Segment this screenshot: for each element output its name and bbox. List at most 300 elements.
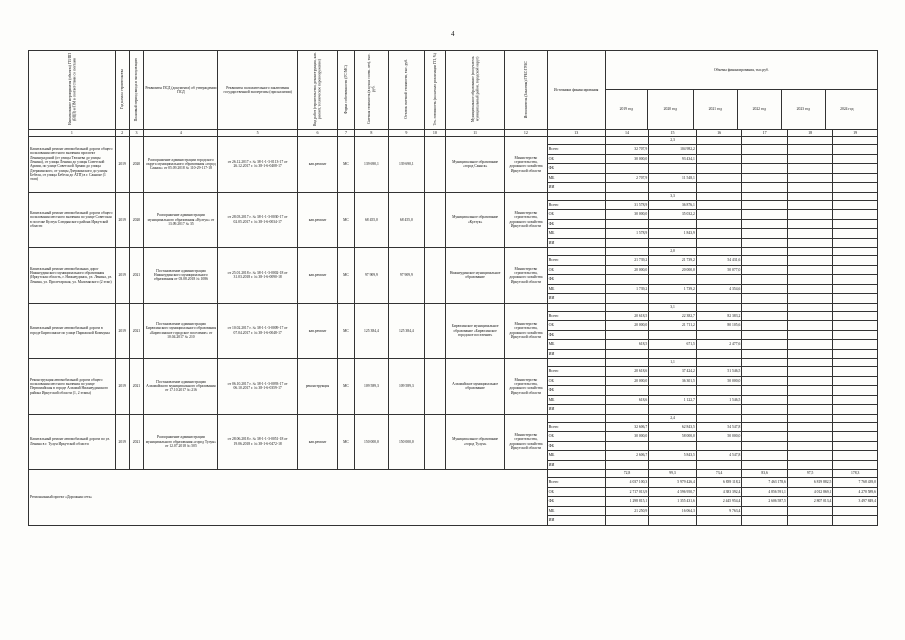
financing-value bbox=[787, 200, 833, 210]
year-end: 2020 bbox=[129, 137, 144, 193]
financing-value bbox=[696, 275, 742, 285]
financing-value bbox=[833, 349, 878, 359]
column-number: 8 bbox=[354, 130, 388, 137]
project-name: Реконструкция автомобильной дороги общего пользования местного значения по улице Первомайская в городе Алзамай Нижнеудинского района Иркутской области (1, 2 этапы) bbox=[29, 359, 116, 415]
column-number: 7 bbox=[338, 130, 355, 137]
pct-empty bbox=[605, 192, 648, 200]
year-start: 2019 bbox=[115, 303, 129, 359]
financing-value bbox=[833, 432, 878, 442]
source-label: МБ bbox=[547, 284, 605, 294]
source-label: ФБ bbox=[547, 219, 605, 229]
financing-value bbox=[833, 422, 878, 432]
pct-empty bbox=[605, 248, 648, 256]
pct-empty bbox=[696, 192, 742, 200]
financing-value bbox=[649, 275, 697, 285]
source-spacer bbox=[547, 359, 605, 367]
regional-financing-value: 1 355 431,6 bbox=[649, 497, 697, 507]
financing-value bbox=[787, 405, 833, 415]
financing-value bbox=[833, 173, 878, 183]
source-label: ИИ bbox=[547, 238, 605, 248]
financing-value bbox=[787, 376, 833, 386]
financing-value: 20 000,0 bbox=[605, 376, 648, 386]
financing-value bbox=[833, 460, 878, 470]
source-label: МБ bbox=[547, 229, 605, 239]
regional-financing-value: 1 298 815,1 bbox=[605, 497, 648, 507]
expertise-details: от 28.06.2018 г. № 38-1-1-3-0051-18 от 19.06.2018 г. № 38-1-6-0472-18 bbox=[218, 414, 297, 470]
regional-financing-value: 21 250,9 bbox=[605, 506, 648, 516]
financing-value bbox=[742, 154, 788, 164]
financing-value bbox=[649, 386, 697, 396]
source-label: МБ bbox=[547, 506, 605, 516]
financing-value bbox=[605, 275, 648, 285]
financing-value bbox=[833, 145, 878, 155]
financing-value bbox=[742, 183, 788, 193]
header-work-type: Вид работ (строительство, реконструкция, кап. ремонт, техническое перевооружение) bbox=[297, 51, 337, 130]
financing-value bbox=[696, 173, 742, 183]
financing-value: 4 354,6 bbox=[696, 284, 742, 294]
project-name: Капитальный ремонт автомобильной дороги в городе Бирюсинске по улице Парижской Коммуны bbox=[29, 303, 116, 359]
readiness bbox=[424, 414, 445, 470]
financing-value: 37 424,2 bbox=[649, 367, 697, 377]
pct-empty bbox=[742, 248, 788, 256]
regional-financing-value: 2 807 013,4 bbox=[787, 497, 833, 507]
financing-value: 1 546,5 bbox=[696, 395, 742, 405]
financing-value bbox=[833, 321, 878, 331]
readiness bbox=[424, 303, 445, 359]
financing-value bbox=[649, 294, 697, 304]
financing-value bbox=[649, 460, 697, 470]
pct-empty bbox=[742, 303, 788, 311]
remaining-cost: 68 455,0 bbox=[388, 192, 424, 248]
regional-financing-value: 4 037 100,3 bbox=[605, 478, 648, 488]
financing-value: 2 606,7 bbox=[605, 451, 648, 461]
header-cost: Сметная стоимость (в ценах соотв. лет), тыс. руб. bbox=[354, 51, 388, 130]
cost: 125 384,4 bbox=[354, 303, 388, 359]
source-label: МБ bbox=[547, 340, 605, 350]
percent-value: 3,3 bbox=[649, 192, 697, 200]
header-year-end: Плановый период ввода в эксплуатацию bbox=[129, 51, 144, 130]
financing-value bbox=[833, 164, 878, 174]
source-label: МБ bbox=[547, 173, 605, 183]
regional-financing-value: 9 763,4 bbox=[696, 506, 742, 516]
financing-value bbox=[742, 284, 788, 294]
work-type: кап.ремонт bbox=[297, 137, 337, 193]
financing-value: 1 843,9 bbox=[649, 229, 697, 239]
financing-value bbox=[649, 330, 697, 340]
source-label: Всего bbox=[547, 422, 605, 432]
financing-value bbox=[833, 386, 878, 396]
financing-value bbox=[696, 154, 742, 164]
financing-value bbox=[742, 386, 788, 396]
cost: 68 455,0 bbox=[354, 192, 388, 248]
financing-value bbox=[787, 367, 833, 377]
financing-value bbox=[787, 340, 833, 350]
financing-value bbox=[605, 460, 648, 470]
pct-empty bbox=[742, 414, 788, 422]
regional-financing-value bbox=[787, 516, 833, 526]
cost: 109 589,3 bbox=[354, 359, 388, 415]
cost: 97 909,9 bbox=[354, 248, 388, 304]
financing-value bbox=[605, 294, 648, 304]
psd-details: Распоряжение администрации городского округа муниципального образования «город Саянск» от 05.09.2018 № 110-29-117-18 bbox=[144, 137, 218, 193]
financing-value bbox=[696, 183, 742, 193]
expertise-details: от 28.03.2017 г. № 38-1-1-3-0030-17 от 02.05.2017 г. № 38-1-6-0034-17 bbox=[218, 192, 297, 248]
percent-value: 3,1 bbox=[649, 303, 697, 311]
financing-value bbox=[833, 340, 878, 350]
gmrb: Министерство строительства, дорожного хозяйства Иркутской области bbox=[505, 303, 547, 359]
source-label: ОБ bbox=[547, 487, 605, 497]
financing-value bbox=[696, 349, 742, 359]
financing-value: 54 431,6 bbox=[696, 256, 742, 266]
financing-value bbox=[787, 210, 833, 220]
pct-empty bbox=[833, 248, 878, 256]
financing-value: 58 000,0 bbox=[649, 432, 697, 442]
readiness bbox=[424, 359, 445, 415]
financing-value: 30 000,0 bbox=[605, 210, 648, 220]
regional-financing-value: 4 383 392,4 bbox=[696, 487, 742, 497]
financing-value: 20 000,0 bbox=[649, 265, 697, 275]
readiness bbox=[424, 137, 445, 193]
header-row bbox=[29, 51, 878, 130]
ownership: МС bbox=[338, 192, 355, 248]
regional-financing-value: 2 606 587,5 bbox=[742, 497, 788, 507]
work-type: кап.ремонт bbox=[297, 192, 337, 248]
header-volumes: Объемы финансирования, тыс.руб. 2019 год 2020 год 2021 год 2022 год 2023 год 2024 год bbox=[605, 51, 877, 130]
cost: 150 000,0 bbox=[354, 414, 388, 470]
column-number: 16 bbox=[696, 130, 742, 137]
source-label: МБ bbox=[547, 395, 605, 405]
financing-value: 21 739,2 bbox=[605, 256, 648, 266]
financing-value: 4 547,8 bbox=[696, 451, 742, 461]
work-type: кап.ремонт bbox=[297, 414, 337, 470]
header-expertise: Реквизиты положительного заключения государственной экспертизы (при наличии) bbox=[218, 51, 297, 130]
regional-financing-value bbox=[696, 516, 742, 526]
header-readiness: Тех. готовность (на начало реализации ГП, %) bbox=[424, 51, 445, 130]
source-label: Всего bbox=[547, 256, 605, 266]
remaining-cost: 150 000,0 bbox=[388, 414, 424, 470]
financing-value bbox=[649, 405, 697, 415]
financing-value bbox=[787, 284, 833, 294]
source-spacer bbox=[547, 414, 605, 422]
source-label: ФБ bbox=[547, 441, 605, 451]
pct-empty bbox=[742, 192, 788, 200]
financing-value bbox=[649, 441, 697, 451]
financing-value bbox=[742, 330, 788, 340]
year-start: 2019 bbox=[115, 359, 129, 415]
work-type: кап.ремонт bbox=[297, 303, 337, 359]
year-start: 2019 bbox=[115, 137, 129, 193]
financing-value bbox=[787, 294, 833, 304]
pct-empty bbox=[696, 414, 742, 422]
source-spacer bbox=[547, 192, 605, 200]
header-year-start: Год начала строительства bbox=[115, 51, 129, 130]
source-label: ОБ bbox=[547, 432, 605, 442]
pct-empty bbox=[787, 303, 833, 311]
financing-value bbox=[787, 265, 833, 275]
year-end: 2021 bbox=[129, 303, 144, 359]
financing-value bbox=[787, 441, 833, 451]
financing-value bbox=[696, 219, 742, 229]
column-number: 3 bbox=[129, 130, 144, 137]
financing-value bbox=[696, 229, 742, 239]
regional-financing-value bbox=[742, 516, 788, 526]
financing-value bbox=[833, 265, 878, 275]
source-label: ФБ bbox=[547, 497, 605, 507]
source-label: ИИ bbox=[547, 183, 605, 193]
financing-value: 1 578,9 bbox=[605, 229, 648, 239]
financing-value bbox=[833, 154, 878, 164]
psd-details: Постановление администрации Бирюсинского муниципального образования «Бирюсинское городское поселение» от 10.04.2017 № 210 bbox=[144, 303, 218, 359]
financing-value bbox=[696, 294, 742, 304]
regional-row bbox=[29, 470, 878, 478]
financing-table bbox=[28, 50, 878, 526]
financing-value bbox=[833, 294, 878, 304]
financing-value bbox=[833, 229, 878, 239]
expertise-details: от 25.01.2018 г. № 38-1-1-3-0002-18 от 31.03.2018 г. № 38-1-6-0090-18 bbox=[218, 248, 297, 304]
regional-financing-value: 2 717 013,9 bbox=[605, 487, 648, 497]
source-label: Всего bbox=[547, 478, 605, 488]
financing-value: 20 000,0 bbox=[605, 321, 648, 331]
project-name: Капитальный ремонт автомобильной дороги по ул. Ленина в г. Тулун Иркутской области bbox=[29, 414, 116, 470]
expertise-details: от 10.02.2017 г. № 38-1-1-3-0009-17 от 07.04.2017 г. № 38-1-6-0048-17 bbox=[218, 303, 297, 359]
readiness bbox=[424, 248, 445, 304]
financing-value bbox=[605, 349, 648, 359]
project-name: Капитальный ремонт автомобильной дороги общего пользования местного значения проспект Ленинградский (от улицы Тюснева до улицы Ленина), от улицы Ленина до улицы Советской Армии, по улице Советской Армии до улицы Дзержинского, от улицы Дзержинского до улицы Бебеля, от улицы Бебеля до АТП) в г. Саянске (1 этап) bbox=[29, 137, 116, 193]
financing-value bbox=[696, 441, 742, 451]
header-recipient: Муниципальное образование (получатель муниципальный район, городской округ) bbox=[445, 51, 504, 130]
financing-value bbox=[833, 395, 878, 405]
year-end: 2021 bbox=[129, 414, 144, 470]
financing-value bbox=[605, 183, 648, 193]
source-label: ОБ bbox=[547, 154, 605, 164]
source-label: Всего bbox=[547, 367, 605, 377]
source-label: Всего bbox=[547, 145, 605, 155]
financing-value: 104 982,2 bbox=[649, 145, 697, 155]
ownership: МС bbox=[338, 359, 355, 415]
recipient: Нижнеудинское муниципальное образование bbox=[445, 248, 504, 304]
source-label: ИИ bbox=[547, 460, 605, 470]
financing-value bbox=[742, 340, 788, 350]
pct-empty bbox=[605, 414, 648, 422]
header-sources: Источники финансирования bbox=[547, 51, 605, 130]
financing-value: 51 546,5 bbox=[696, 367, 742, 377]
source-label: ФБ bbox=[547, 386, 605, 396]
pct-empty bbox=[833, 359, 878, 367]
financing-value bbox=[649, 238, 697, 248]
financing-value: 30 000,0 bbox=[605, 154, 648, 164]
regional-name: Региональный проект «Дорожная сеть» bbox=[29, 470, 548, 526]
regional-financing-value: 4 012 869,1 bbox=[787, 487, 833, 497]
financing-value bbox=[649, 349, 697, 359]
financing-value bbox=[833, 275, 878, 285]
financing-value bbox=[787, 256, 833, 266]
financing-value bbox=[833, 441, 878, 451]
pct-empty bbox=[787, 359, 833, 367]
pct-empty bbox=[605, 303, 648, 311]
financing-value bbox=[787, 311, 833, 321]
regional-financing-value: 4 270 589,6 bbox=[833, 487, 878, 497]
regional-financing-value bbox=[833, 506, 878, 516]
source-label: ФБ bbox=[547, 164, 605, 174]
header-ownership: Форма собственности (ГС/МС) bbox=[338, 51, 355, 130]
financing-value bbox=[696, 386, 742, 396]
financing-value bbox=[787, 460, 833, 470]
regional-financing-value: 16 064,3 bbox=[649, 506, 697, 516]
financing-value: 36 301,5 bbox=[649, 376, 697, 386]
financing-value bbox=[787, 183, 833, 193]
financing-value: 31 578,9 bbox=[605, 200, 648, 210]
source-label: ИИ bbox=[547, 516, 605, 526]
financing-value: 21 739,2 bbox=[649, 256, 697, 266]
financing-value: 22 382,7 bbox=[649, 311, 697, 321]
cost: 139 690,1 bbox=[354, 137, 388, 193]
column-number: 18 bbox=[787, 130, 833, 137]
source-spacer bbox=[547, 303, 605, 311]
pct-empty bbox=[787, 414, 833, 422]
financing-value bbox=[696, 200, 742, 210]
pct-empty bbox=[696, 359, 742, 367]
financing-value bbox=[787, 349, 833, 359]
financing-value: 20 618,6 bbox=[605, 367, 648, 377]
financing-value bbox=[742, 200, 788, 210]
regional-financing-value bbox=[742, 506, 788, 516]
column-number: 10 bbox=[424, 130, 445, 137]
financing-value bbox=[787, 422, 833, 432]
financing-value: 50 077,0 bbox=[696, 265, 742, 275]
financing-value: 1 122,7 bbox=[649, 395, 697, 405]
financing-value bbox=[787, 154, 833, 164]
column-number: 2 bbox=[115, 130, 129, 137]
project-name: Капитальный ремонт автомобильной дороги общего пользования местного значения по улице Советская в поселке Култук Слюдянского района Иркутской области bbox=[29, 192, 116, 248]
regional-financing-value: 7 463 178,6 bbox=[742, 478, 788, 488]
work-type: кап.ремонт bbox=[297, 248, 337, 304]
financing-value bbox=[742, 210, 788, 220]
page-number: 4 bbox=[451, 30, 455, 38]
financing-value: 50 000,0 bbox=[696, 432, 742, 442]
column-number: 9 bbox=[388, 130, 424, 137]
financing-value bbox=[605, 386, 648, 396]
financing-value bbox=[833, 210, 878, 220]
recipient: Бирюсинское муниципальное образование «Бирюсинское городское поселение» bbox=[445, 303, 504, 359]
project-name: Капитальный ремонт автомобильных дорог Нижнеудинского муниципального образования (Иркутская область, г. Нижнеудинск, ул. Ленина, ул. Ленина, ул. Пролетарская, ул. Маломяского (2 этап) bbox=[29, 248, 116, 304]
financing-value bbox=[742, 451, 788, 461]
financing-value: 62 843,5 bbox=[649, 422, 697, 432]
financing-value bbox=[742, 321, 788, 331]
financing-value bbox=[696, 238, 742, 248]
financing-value bbox=[742, 422, 788, 432]
regional-financing-value: 3 497 849,4 bbox=[833, 497, 878, 507]
column-number: 11 bbox=[445, 130, 504, 137]
recipient: Муниципальное образование «Култук» bbox=[445, 192, 504, 248]
financing-value: 20 618,5 bbox=[605, 311, 648, 321]
ownership: МС bbox=[338, 248, 355, 304]
financing-value: 93 434,1 bbox=[649, 154, 697, 164]
financing-value: 5 843,5 bbox=[649, 451, 697, 461]
gmrb: Министерство строительства, дорожного хозяйства Иркутской области bbox=[505, 248, 547, 304]
ownership: МС bbox=[338, 414, 355, 470]
financing-value: 1 739,2 bbox=[605, 284, 648, 294]
regional-financing-value: 6 819 882,5 bbox=[787, 478, 833, 488]
psd-details: Постановление администрации Алзамайского муниципального образования от 17.10.2017 № 216 bbox=[144, 359, 218, 415]
financing-value bbox=[742, 173, 788, 183]
regional-financing-value bbox=[605, 516, 648, 526]
year-start: 2019 bbox=[115, 248, 129, 304]
gmrb: Министерство строительства, дорожного хозяйства Иркутской области bbox=[505, 137, 547, 193]
financing-value: 32 707,9 bbox=[605, 145, 648, 155]
column-number: 1 bbox=[29, 130, 116, 137]
header-gmrb: Исполнитель (Заказчик) ГРБС/ГРБС bbox=[505, 51, 547, 130]
financing-value: 50 000,0 bbox=[696, 376, 742, 386]
project-row bbox=[29, 359, 878, 367]
financing-value bbox=[833, 219, 878, 229]
recipient: Алзамайское муниципальное образование bbox=[445, 359, 504, 415]
financing-value bbox=[833, 238, 878, 248]
financing-value bbox=[742, 265, 788, 275]
column-number: 12 bbox=[505, 130, 547, 137]
source-label: ИИ bbox=[547, 349, 605, 359]
financing-value bbox=[742, 145, 788, 155]
year-end: 2021 bbox=[129, 248, 144, 304]
regional-financing-value: 2 445 954,4 bbox=[696, 497, 742, 507]
source-spacer bbox=[547, 248, 605, 256]
financing-value: 32 606,7 bbox=[605, 422, 648, 432]
psd-details: Постановление администрации Нижнеудинского муниципального образования от 03.08.2018 № 1086 bbox=[144, 248, 218, 304]
financing-value bbox=[696, 405, 742, 415]
recipient: Муниципальное образование «город Тулун» bbox=[445, 414, 504, 470]
readiness bbox=[424, 192, 445, 248]
gmrb: Министерство строительства, дорожного хозяйства Иркутской области bbox=[505, 192, 547, 248]
financing-value bbox=[605, 238, 648, 248]
percent-value: 2,4 bbox=[649, 414, 697, 422]
pct-empty bbox=[696, 137, 742, 145]
column-number: 14 bbox=[605, 130, 648, 137]
financing-value bbox=[787, 395, 833, 405]
project-row bbox=[29, 303, 878, 311]
financing-value bbox=[833, 330, 878, 340]
financing-value: 11 548,1 bbox=[649, 173, 697, 183]
financing-value bbox=[833, 367, 878, 377]
regional-financing-value: 5 979 426,4 bbox=[649, 478, 697, 488]
financing-value bbox=[833, 451, 878, 461]
financing-value bbox=[742, 229, 788, 239]
gmrb: Министерство строительства, дорожного хозяйства Иркутской области bbox=[505, 414, 547, 470]
financing-value: 618,5 bbox=[605, 340, 648, 350]
financing-value bbox=[649, 164, 697, 174]
financing-value bbox=[833, 200, 878, 210]
financing-value bbox=[787, 164, 833, 174]
pct-empty bbox=[696, 248, 742, 256]
pct-empty bbox=[787, 137, 833, 145]
source-label: ОБ bbox=[547, 321, 605, 331]
header-remaining: Остаток сметной стоимости, тыс. руб. bbox=[388, 51, 424, 130]
expertise-details: от 06.10.2017 г. № 38-1-1-3-0093-17 от 06.10.2017 г. № 38-1-6-0359-17 bbox=[218, 359, 297, 415]
financing-value bbox=[742, 441, 788, 451]
pct-empty bbox=[787, 248, 833, 256]
financing-value: 1 739,2 bbox=[649, 284, 697, 294]
financing-value bbox=[742, 164, 788, 174]
year-start: 2019 bbox=[115, 414, 129, 470]
project-row bbox=[29, 137, 878, 145]
financing-value bbox=[696, 330, 742, 340]
project-row bbox=[29, 414, 878, 422]
financing-value: 2 707,9 bbox=[605, 173, 648, 183]
psd-details: Распоряжение администрации муниципального образования «Култук» от 13.09.2017 № 35 bbox=[144, 192, 218, 248]
gmrb: Министерство строительства, дорожного хозяйства Иркутской области bbox=[505, 359, 547, 415]
financing-value bbox=[833, 183, 878, 193]
pct-empty bbox=[833, 414, 878, 422]
financing-value: 30 000,0 bbox=[605, 432, 648, 442]
pct-empty bbox=[696, 303, 742, 311]
